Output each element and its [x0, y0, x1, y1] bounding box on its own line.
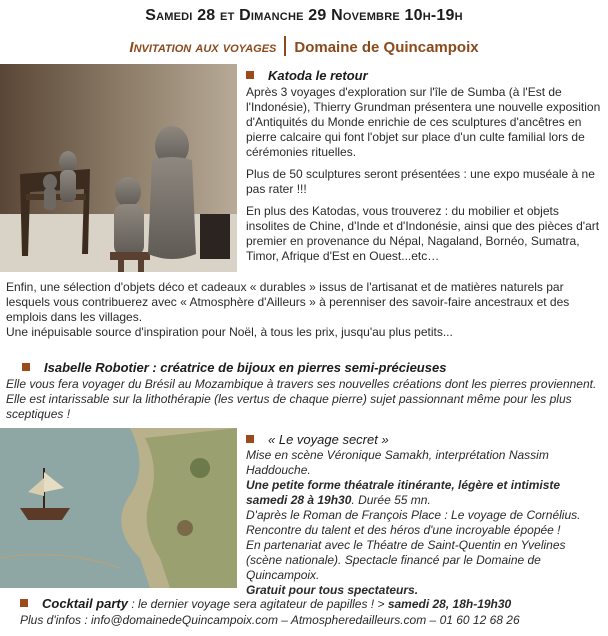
bullet-square: [246, 435, 254, 443]
cocktail-description: : le dernier voyage sera agitateur de papilles ! >: [127, 597, 388, 611]
bullet-square: [246, 71, 254, 79]
divider: [284, 36, 286, 56]
voyage-schedule: [246, 493, 601, 508]
voyage-staging: Mise en scène Véronique Samakh, interprétation Nassim Haddouche.: [246, 448, 549, 477]
voyage-section: [246, 432, 601, 598]
isabelle-section: [6, 360, 602, 422]
katoda-paragraph-3: En plus des Katodas, vous trouverez : du mobilier et objets insolites de Chine, d'Inde et d'Indonésie, ainsi que des pièces d'art premier en provenance du Népal, Nagaland, Bornéo, Sumatra, Timor, Afrique d'Est en Ouest...etc…: [246, 204, 600, 263]
voyage-description: Une petite forme théatrale itinérante, légère et intimiste: [246, 478, 561, 492]
invitation-title: Invitation aux voyages: [129, 39, 277, 56]
katoda-title: Katoda le retour: [268, 68, 368, 83]
sculptures-photo: [0, 64, 237, 272]
domain-name: Domaine de Quincampoix: [294, 39, 479, 56]
cocktail-time: samedi 28, 18h-19h30: [387, 597, 512, 611]
voyage-free: Gratuit pour tous spectateurs.: [246, 583, 419, 597]
cocktail-section: [20, 596, 605, 612]
cocktail-title: Cocktail party: [42, 596, 128, 611]
voyage-source: D'après le Roman de François Place : Le voyage de Cornélius.: [246, 508, 581, 522]
voyage-partnership: En partenariat avec le Théatre de Saint-Quentin en Yvelines (scène nationale). Spectacle financé par le Domaine de Quincampoix.: [246, 538, 566, 582]
event-dates: Samedi 28 et Dimanche 29 Novembre 10h-19h: [145, 7, 463, 24]
katoda-section: [246, 68, 601, 264]
katoda-paragraph-4: Enfin, une sélection d'objets déco et cadeaux « durables » issus de l'artisanat et de matières naturels par lesquels vous contribuerez avec « Atmosphère d'Ailleurs » à perenniser des savoir-faire ancestraux et des emplois dans les villages.: [6, 280, 570, 324]
katoda-paragraph-5: Une inépuisable source d'inspiration pour Noël, à tous les prix, jusqu'au plus petits...: [6, 325, 453, 339]
voyage-tagline: Rencontre du talent et des héros d'une incroyable épopée !: [246, 523, 561, 537]
contact-info: Plus d'infos : info@domainedeQuincampoix.com – Atmospheredailleurs.com – 01 60 12 68 26: [20, 613, 520, 627]
voyage-title: « Le voyage secret »: [268, 432, 389, 447]
bullet-square: [20, 599, 28, 607]
voyage-duration: . Durée 55 mn.: [351, 493, 431, 507]
isabelle-text: Elle vous fera voyager du Brésil au Mozambique à travers ses nouvelles créations dont les pierres proviennent. Elle est intarissable sur la lithothérapie (les vertus de chaque pierre) sujet passionnant même pour les plus sceptiques !: [6, 377, 597, 421]
old-map-image: [0, 428, 237, 588]
header-subtitle: [0, 36, 608, 56]
katoda-continued: [6, 280, 602, 340]
bullet-square: [22, 363, 30, 371]
voyage-date: samedi 28 à 19h30: [246, 493, 352, 507]
katoda-paragraph-1: Après 3 voyages d'exploration sur l'île de Sumba (à l'Est de l'Indonésie), Thierry Grundman présentera une nouvelle exposition d'Antiquités du Monde enrichie de ces sculptures d'ancêtres en pierre calcaire qui font l'objet sur place d'un culte familial lors de cérémonies rituelles.: [246, 85, 601, 159]
katoda-paragraph-2: Plus de 50 sculptures seront présentées : une expo muséale à ne pas rater !!!: [246, 167, 595, 196]
isabelle-title: Isabelle Robotier : créatrice de bijoux en pierres semi-précieuses: [44, 360, 447, 375]
